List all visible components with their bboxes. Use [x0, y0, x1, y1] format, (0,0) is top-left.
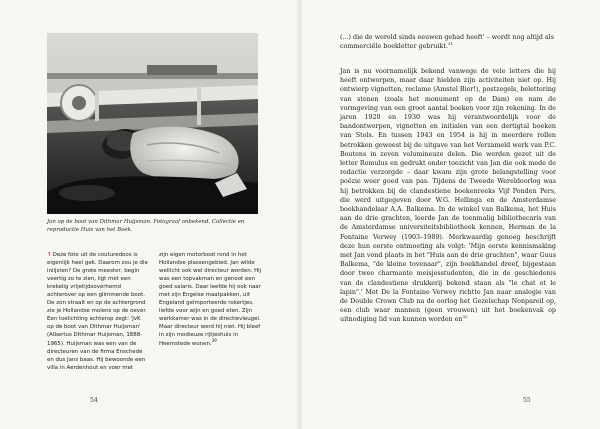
page-number-right: 55	[523, 397, 531, 404]
body-paragraph	[340, 67, 556, 325]
left-column-1	[47, 251, 149, 372]
body-text: Jan is nu voornamelijk bekend vanwege de vele letters die hij heeft ontworpen, maar daar hielden zijn activiteiten niet op. Hij ontwierp vignetten, reclame (Amstel Bier!), postzegels, belettering van stenen (zoals het monument op de Dam) en nam de vormgeving van een groot aantal boeken voor zijn rekening. In de jaren 1920 en 1930 was hij verantwoordelijk voor de bandontwerpen, vignetten en initialen van een dertigtal boeken van Stols. En tussen 1943 en 1954 is hij in meerdere rollen betrokken geweest bij de uitgave van het Verzameld werk van P.C. Boutens in zeven volumineuze delen. Die werden gezet uit de letter Romulus en gedrukt onder toezicht van Jan die ook mede de redactie verzorgde – daar kwam zijn grote belangstelling voor poëzie weer goed van pas. Tijdens de Tweede Wereldoorlog was hij betrokken bij de clandestiene boekenreeks Vijf Ponden Pers, die werd uitgegeven door W.G. Hellinga en de Amsterdamse boekhandelaar A.A. Balkema. In de winkel van Balkema, het Huis aan de drie grachten, leerde Jan de toenmalig bibliothecaris van de Amsterdamse universiteitsbibliotheek kennen, Herman de la Fontaine Verwey (1903–1989). Merkwaardig genoeg beschrijft deze hun eerste ontmoeting als volgt: 'Mijn eerste kennismaking met Jan vond plaats in het "Huis aan de drie grachten", waar Guus Balkema, "de kleine tovenaar", zijn boekhandel dreef, bijgestaan door twee charmante meisjesstudenten, die in de geschiedenis van de clandestiene drukkerij bekend staan als "le chat et le lapin".' Met De la Fontaine Verwey richtte Jan naar analogie van de Double Crown Club na de oorlog het Gezelschap Nonpareil op, een club waar mannen (geen vrouwen) uit het boekenvak op uitnodiging lid van kunnen worden en	[340, 68, 556, 324]
lead-paragraph	[340, 33, 556, 51]
photo-caption: Jan op de boot van Dithmar Huijsman. Fotograaf onbekend. Collectie en reproductie Huis van het Boek.	[47, 219, 245, 233]
footnote-marker-icon: ↑	[47, 252, 52, 258]
boat-photo-illustration	[47, 33, 258, 214]
book-gutter	[296, 0, 304, 429]
lead-text: (...) die de wereld sinds eeuwen gehad heeft' – wordt nog altijd als commerciële boekletter gebruikt.	[340, 34, 554, 51]
page-number-left: 54	[90, 397, 98, 404]
column-2-text: zijn eigen motorboot rond in het Hollandse plassengebied. Jan wilde wellicht ook wel directeur worden. Hij was een topvakman en genoot een goed salaris. Daar leefde hij ook naar met zijn Engelse maatpakken, uit Engeland geïmporteerde rokertjes, liefde voor wijn en goed eten. Zijn werkkamer was in de directievleugel. Maar directeur werd hij niet. Hij bleef in zijn modieuze rijtjeshuis in Heemstede wonen.	[159, 252, 262, 347]
column-1-text: Deze foto uit de couturedoos is eigenlijk heel gek. Daarom zou je die inlijsten? De grote meester, begin veertig zo te zien, ligt met een krekelig vrijetijdsoverhemd achterover op een glimmende boot. De zon straalt en op de achtergrond zie je Hollandse molens op de oever. Een toelichting achterop zegt: 'JvK op de boot van Dithmar Huijsman' (Albertus Dithmar Huijsman, 1888-1965). Huijsman was een van de directeuren van de firma Enschedé en dus Jans baas. Hij bewoonde een villa in Aerdenhout en voer met	[47, 252, 148, 371]
photograph	[47, 33, 258, 214]
footnote-ref: 31	[447, 41, 454, 47]
left-column-2	[159, 251, 262, 348]
footnote-ref: 32	[462, 314, 468, 320]
footnote-ref: 39	[211, 337, 217, 343]
